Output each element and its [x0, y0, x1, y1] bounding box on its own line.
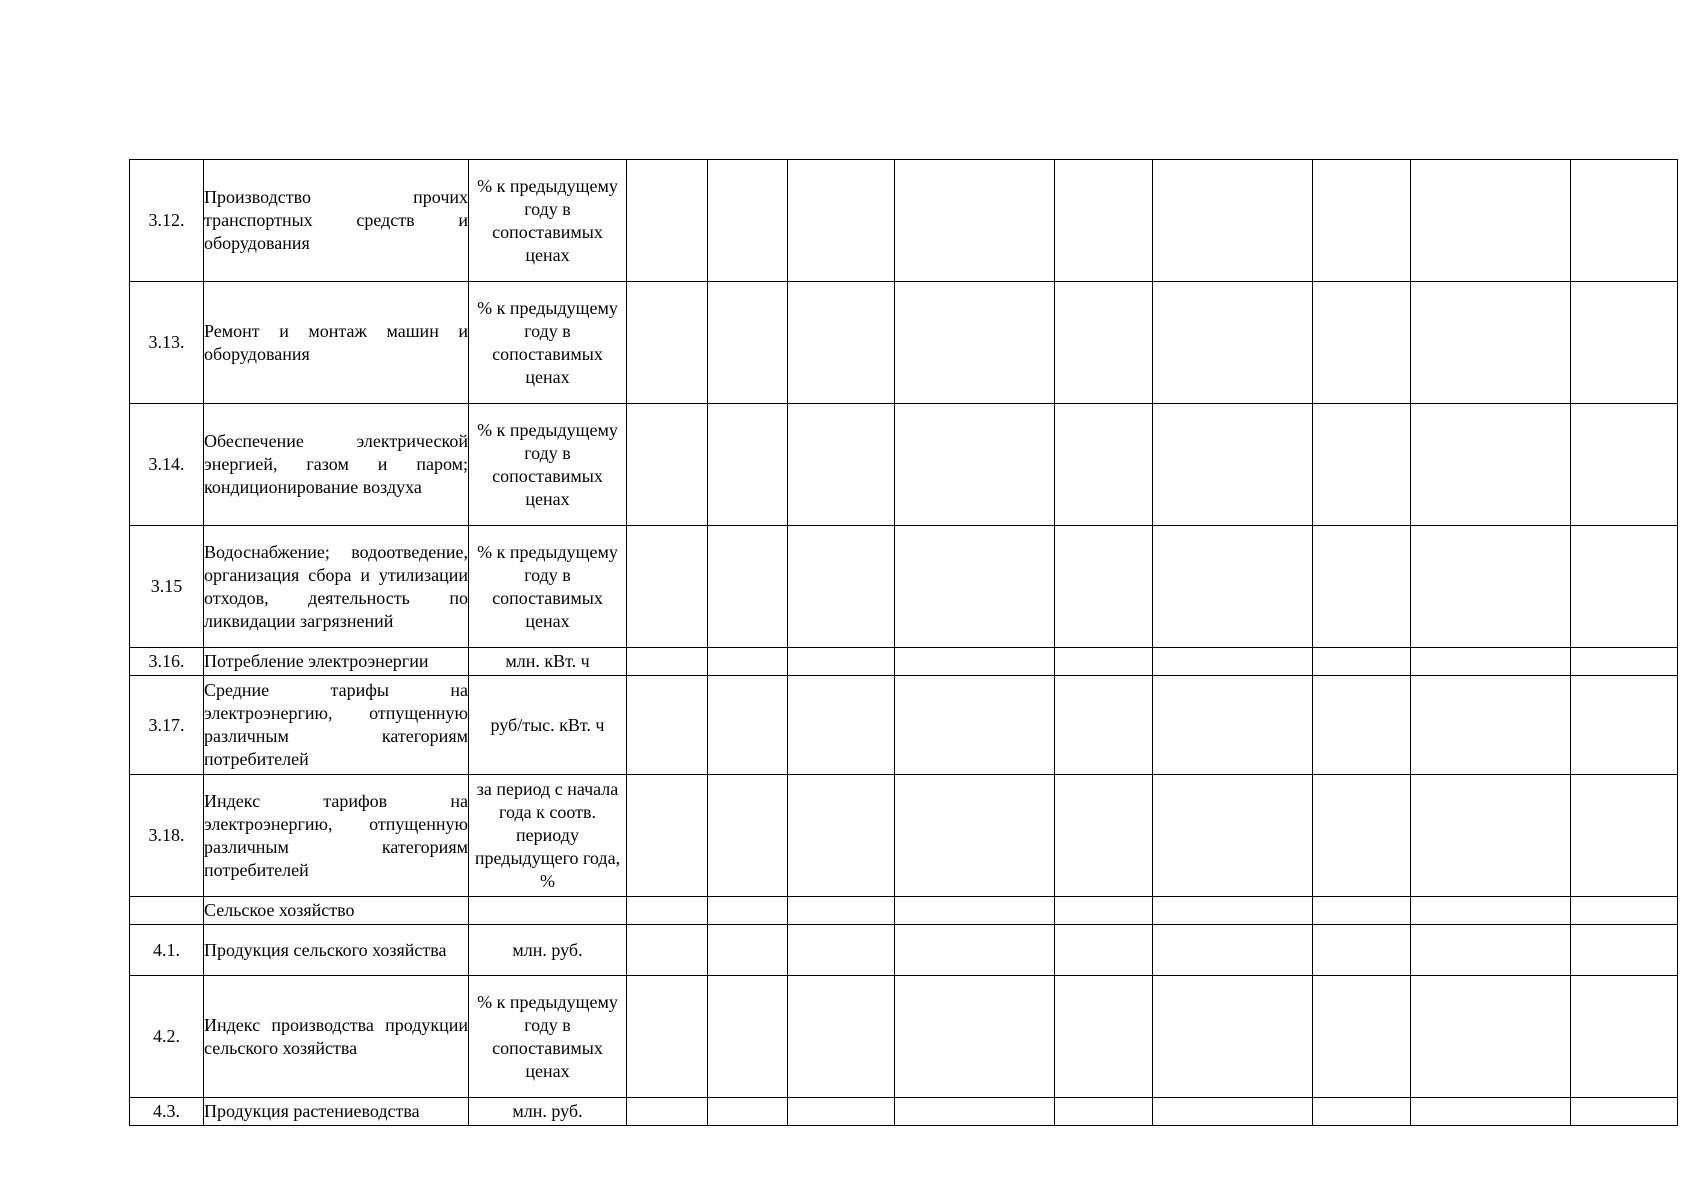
indicator-name: Ремонт и монтаж машин и оборудования [204, 282, 469, 404]
value-cell [1313, 404, 1411, 526]
value-cell [627, 897, 708, 925]
value-cell [627, 775, 708, 897]
value-cell [1055, 526, 1153, 648]
value-cell [1571, 676, 1678, 775]
value-cell [788, 897, 895, 925]
value-cell [627, 676, 708, 775]
value-cell [1411, 925, 1571, 976]
unit-of-measure: млн. руб. [469, 1098, 627, 1126]
value-cell [1153, 897, 1313, 925]
value-cell [1313, 976, 1411, 1098]
value-cell [708, 648, 788, 676]
row-number: 3.17. [130, 676, 204, 775]
value-cell [895, 526, 1055, 648]
value-cell [895, 160, 1055, 282]
table-body [130, 160, 1678, 1126]
value-cell [1571, 976, 1678, 1098]
value-cell [895, 897, 1055, 925]
value-cell [1055, 775, 1153, 897]
row-number: 4.1. [130, 925, 204, 976]
value-cell [788, 526, 895, 648]
table-row [130, 1098, 1678, 1126]
value-cell [1055, 925, 1153, 976]
table-row [130, 676, 1678, 775]
unit-of-measure: руб/тыс. кВт. ч [469, 676, 627, 775]
unit-of-measure: % к предыдущему году в сопоставимых ценах [469, 282, 627, 404]
value-cell [1411, 1098, 1571, 1126]
value-cell [627, 976, 708, 1098]
unit-of-measure: % к предыдущему году в сопоставимых ценах [469, 404, 627, 526]
section-header-row [130, 897, 1678, 925]
value-cell [627, 1098, 708, 1126]
row-number [130, 897, 204, 925]
value-cell [895, 676, 1055, 775]
value-cell [1153, 404, 1313, 526]
value-cell [1055, 897, 1153, 925]
value-cell [1571, 775, 1678, 897]
table-row [130, 160, 1678, 282]
value-cell [1055, 404, 1153, 526]
value-cell [708, 282, 788, 404]
value-cell [788, 976, 895, 1098]
value-cell [1571, 925, 1678, 976]
table-row [130, 976, 1678, 1098]
value-cell [1153, 676, 1313, 775]
value-cell [1153, 282, 1313, 404]
value-cell [788, 404, 895, 526]
value-cell [1411, 648, 1571, 676]
value-cell [895, 925, 1055, 976]
value-cell [627, 160, 708, 282]
row-number: 3.14. [130, 404, 204, 526]
indicator-name: Индекс производства продукции сельского хозяйства [204, 976, 469, 1098]
value-cell [1571, 897, 1678, 925]
value-cell [788, 1098, 895, 1126]
value-cell [1153, 925, 1313, 976]
indicator-name: Продукция растениеводства [204, 1098, 469, 1126]
indicator-name: Производство прочих транспортных средств и оборудования [204, 160, 469, 282]
value-cell [788, 676, 895, 775]
table-row [130, 925, 1678, 976]
indicator-name: Потребление электроэнергии [204, 648, 469, 676]
value-cell [1153, 976, 1313, 1098]
value-cell [895, 282, 1055, 404]
value-cell [895, 1098, 1055, 1126]
value-cell [1411, 282, 1571, 404]
value-cell [788, 925, 895, 976]
table-row [130, 648, 1678, 676]
row-number: 3.13. [130, 282, 204, 404]
value-cell [1313, 1098, 1411, 1126]
unit-of-measure: за период с начала года к соотв. периоду предыдущего года, % [469, 775, 627, 897]
value-cell [1153, 160, 1313, 282]
value-cell [627, 925, 708, 976]
value-cell [1313, 775, 1411, 897]
value-cell [895, 404, 1055, 526]
row-number: 3.18. [130, 775, 204, 897]
value-cell [895, 976, 1055, 1098]
value-cell [627, 282, 708, 404]
value-cell [1571, 160, 1678, 282]
value-cell [1313, 925, 1411, 976]
indicator-name: Водоснабжение; водоотведение, организация сбора и утилизации отходов, деятельность по ликвидации загрязнений [204, 526, 469, 648]
value-cell [1411, 676, 1571, 775]
value-cell [627, 648, 708, 676]
value-cell [1313, 526, 1411, 648]
value-cell [708, 897, 788, 925]
value-cell [1411, 976, 1571, 1098]
table-row [130, 775, 1678, 897]
value-cell [788, 282, 895, 404]
value-cell [788, 775, 895, 897]
value-cell [627, 404, 708, 526]
value-cell [1055, 676, 1153, 775]
row-number: 3.15 [130, 526, 204, 648]
value-cell [1055, 1098, 1153, 1126]
value-cell [1411, 404, 1571, 526]
value-cell [1055, 160, 1153, 282]
value-cell [895, 775, 1055, 897]
row-number: 3.16. [130, 648, 204, 676]
row-number: 4.2. [130, 976, 204, 1098]
value-cell [1313, 676, 1411, 775]
value-cell [1411, 897, 1571, 925]
value-cell [1153, 526, 1313, 648]
value-cell [1313, 648, 1411, 676]
value-cell [708, 404, 788, 526]
unit-of-measure: % к предыдущему году в сопоставимых ценах [469, 526, 627, 648]
table-row [130, 404, 1678, 526]
value-cell [1153, 648, 1313, 676]
section-title: Сельское хозяйство [204, 897, 469, 925]
value-cell [1571, 526, 1678, 648]
value-cell [1411, 160, 1571, 282]
value-cell [1571, 1098, 1678, 1126]
indicator-name: Продукция сельского хозяйства [204, 925, 469, 976]
value-cell [788, 160, 895, 282]
value-cell [708, 676, 788, 775]
value-cell [1055, 648, 1153, 676]
unit-of-measure [469, 897, 627, 925]
indicator-name: Средние тарифы на электроэнергию, отпущенную различным категориям потребителей [204, 676, 469, 775]
table-row [130, 526, 1678, 648]
value-cell [708, 976, 788, 1098]
indicator-name: Обеспечение электрической энергией, газом и паром; кондиционирование воздуха [204, 404, 469, 526]
unit-of-measure: % к предыдущему году в сопоставимых ценах [469, 160, 627, 282]
value-cell [708, 775, 788, 897]
value-cell [1313, 282, 1411, 404]
value-cell [1411, 526, 1571, 648]
value-cell [708, 526, 788, 648]
value-cell [1055, 282, 1153, 404]
row-number: 4.3. [130, 1098, 204, 1126]
value-cell [708, 925, 788, 976]
row-number: 3.12. [130, 160, 204, 282]
unit-of-measure: млн. руб. [469, 925, 627, 976]
value-cell [708, 160, 788, 282]
unit-of-measure: % к предыдущему году в сопоставимых ценах [469, 976, 627, 1098]
value-cell [1571, 404, 1678, 526]
value-cell [1411, 775, 1571, 897]
value-cell [1055, 976, 1153, 1098]
value-cell [1313, 160, 1411, 282]
table-row [130, 282, 1678, 404]
value-cell [895, 648, 1055, 676]
value-cell [1571, 648, 1678, 676]
indicator-name: Индекс тарифов на электроэнергию, отпущенную различным категориям потребителей [204, 775, 469, 897]
value-cell [1153, 775, 1313, 897]
value-cell [627, 526, 708, 648]
value-cell [708, 1098, 788, 1126]
indicators-table [129, 159, 1678, 1126]
value-cell [1571, 282, 1678, 404]
unit-of-measure: млн. кВт. ч [469, 648, 627, 676]
value-cell [788, 648, 895, 676]
value-cell [1313, 897, 1411, 925]
value-cell [1153, 1098, 1313, 1126]
